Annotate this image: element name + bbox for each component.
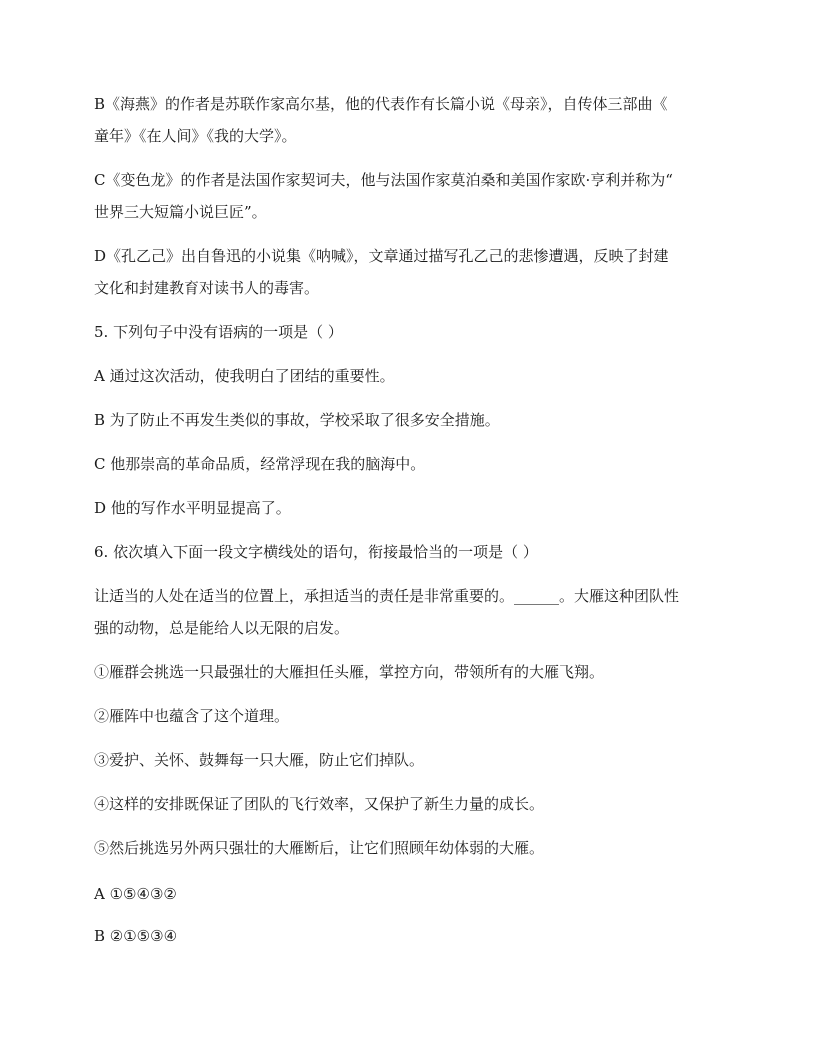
question-6-passage-line-1: 让适当的人处在适当的位置上，承担适当的责任是非常重要的。______。大雁这种团队性 [94, 587, 680, 605]
question-6-sentence-2: ②雁阵中也蕴含了这个道理。 [94, 707, 290, 725]
question-6-passage-line-2: 强的动物，总是能给人以无限的启发。 [94, 619, 350, 637]
question-5-option-a: A 通过这次活动，使我明白了团结的重要性。 [94, 367, 395, 385]
option-d-line-1: D《孔乙己》出自鲁迅的小说集《呐喊》，文章通过描写孔乙己的悲惨遭遇，反映了封建 [94, 247, 669, 265]
question-6-sentence-1: ①雁群会挑选一只最强壮的大雁担任头雁，掌控方向，带领所有的大雁飞翔。 [94, 663, 605, 681]
question-6-sentence-3: ③爱护、关怀、鼓舞每一只大雁，防止它们掉队。 [94, 751, 425, 769]
option-b-line-2: 童年》《在人间》《我的大学》。 [94, 127, 297, 145]
question-6-option-a: A ①⑤④③② [94, 885, 177, 903]
question-5-option-b: B 为了防止不再发生类似的事故，学校采取了很多安全措施。 [94, 411, 500, 429]
question-5-option-d: D 他的写作水平明显提高了。 [94, 499, 291, 517]
question-5-option-c: C 他那崇高的革命品质，经常浮现在我的脑海中。 [94, 455, 426, 473]
option-c-line-1: C《变色龙》的作者是法国作家契诃夫，他与法国作家莫泊桑和美国作家欧·亨利并称为“ [94, 171, 673, 189]
question-6-sentence-5: ⑤然后挑选另外两只强壮的大雁断后，让它们照顾年幼体弱的大雁。 [94, 839, 545, 857]
option-b-line-1: B《海燕》的作者是苏联作家高尔基，他的代表作有长篇小说《母亲》，自传体三部曲《 [94, 95, 668, 113]
question-6-stem: 6. 依次填入下面一段文字横线处的语句，衔接最恰当的一项是（ ） [94, 543, 538, 561]
question-6-option-b: B ②①⑤③④ [94, 927, 178, 945]
question-5-stem: 5. 下列句子中没有语病的一项是（ ） [94, 323, 343, 341]
option-d-line-2: 文化和封建教育对读书人的毒害。 [94, 279, 320, 297]
question-6-sentence-4: ④这样的安排既保证了团队的飞行效率，又保护了新生力量的成长。 [94, 795, 545, 813]
option-c-line-2: 世界三大短篇小说巨匠”。 [94, 203, 267, 221]
